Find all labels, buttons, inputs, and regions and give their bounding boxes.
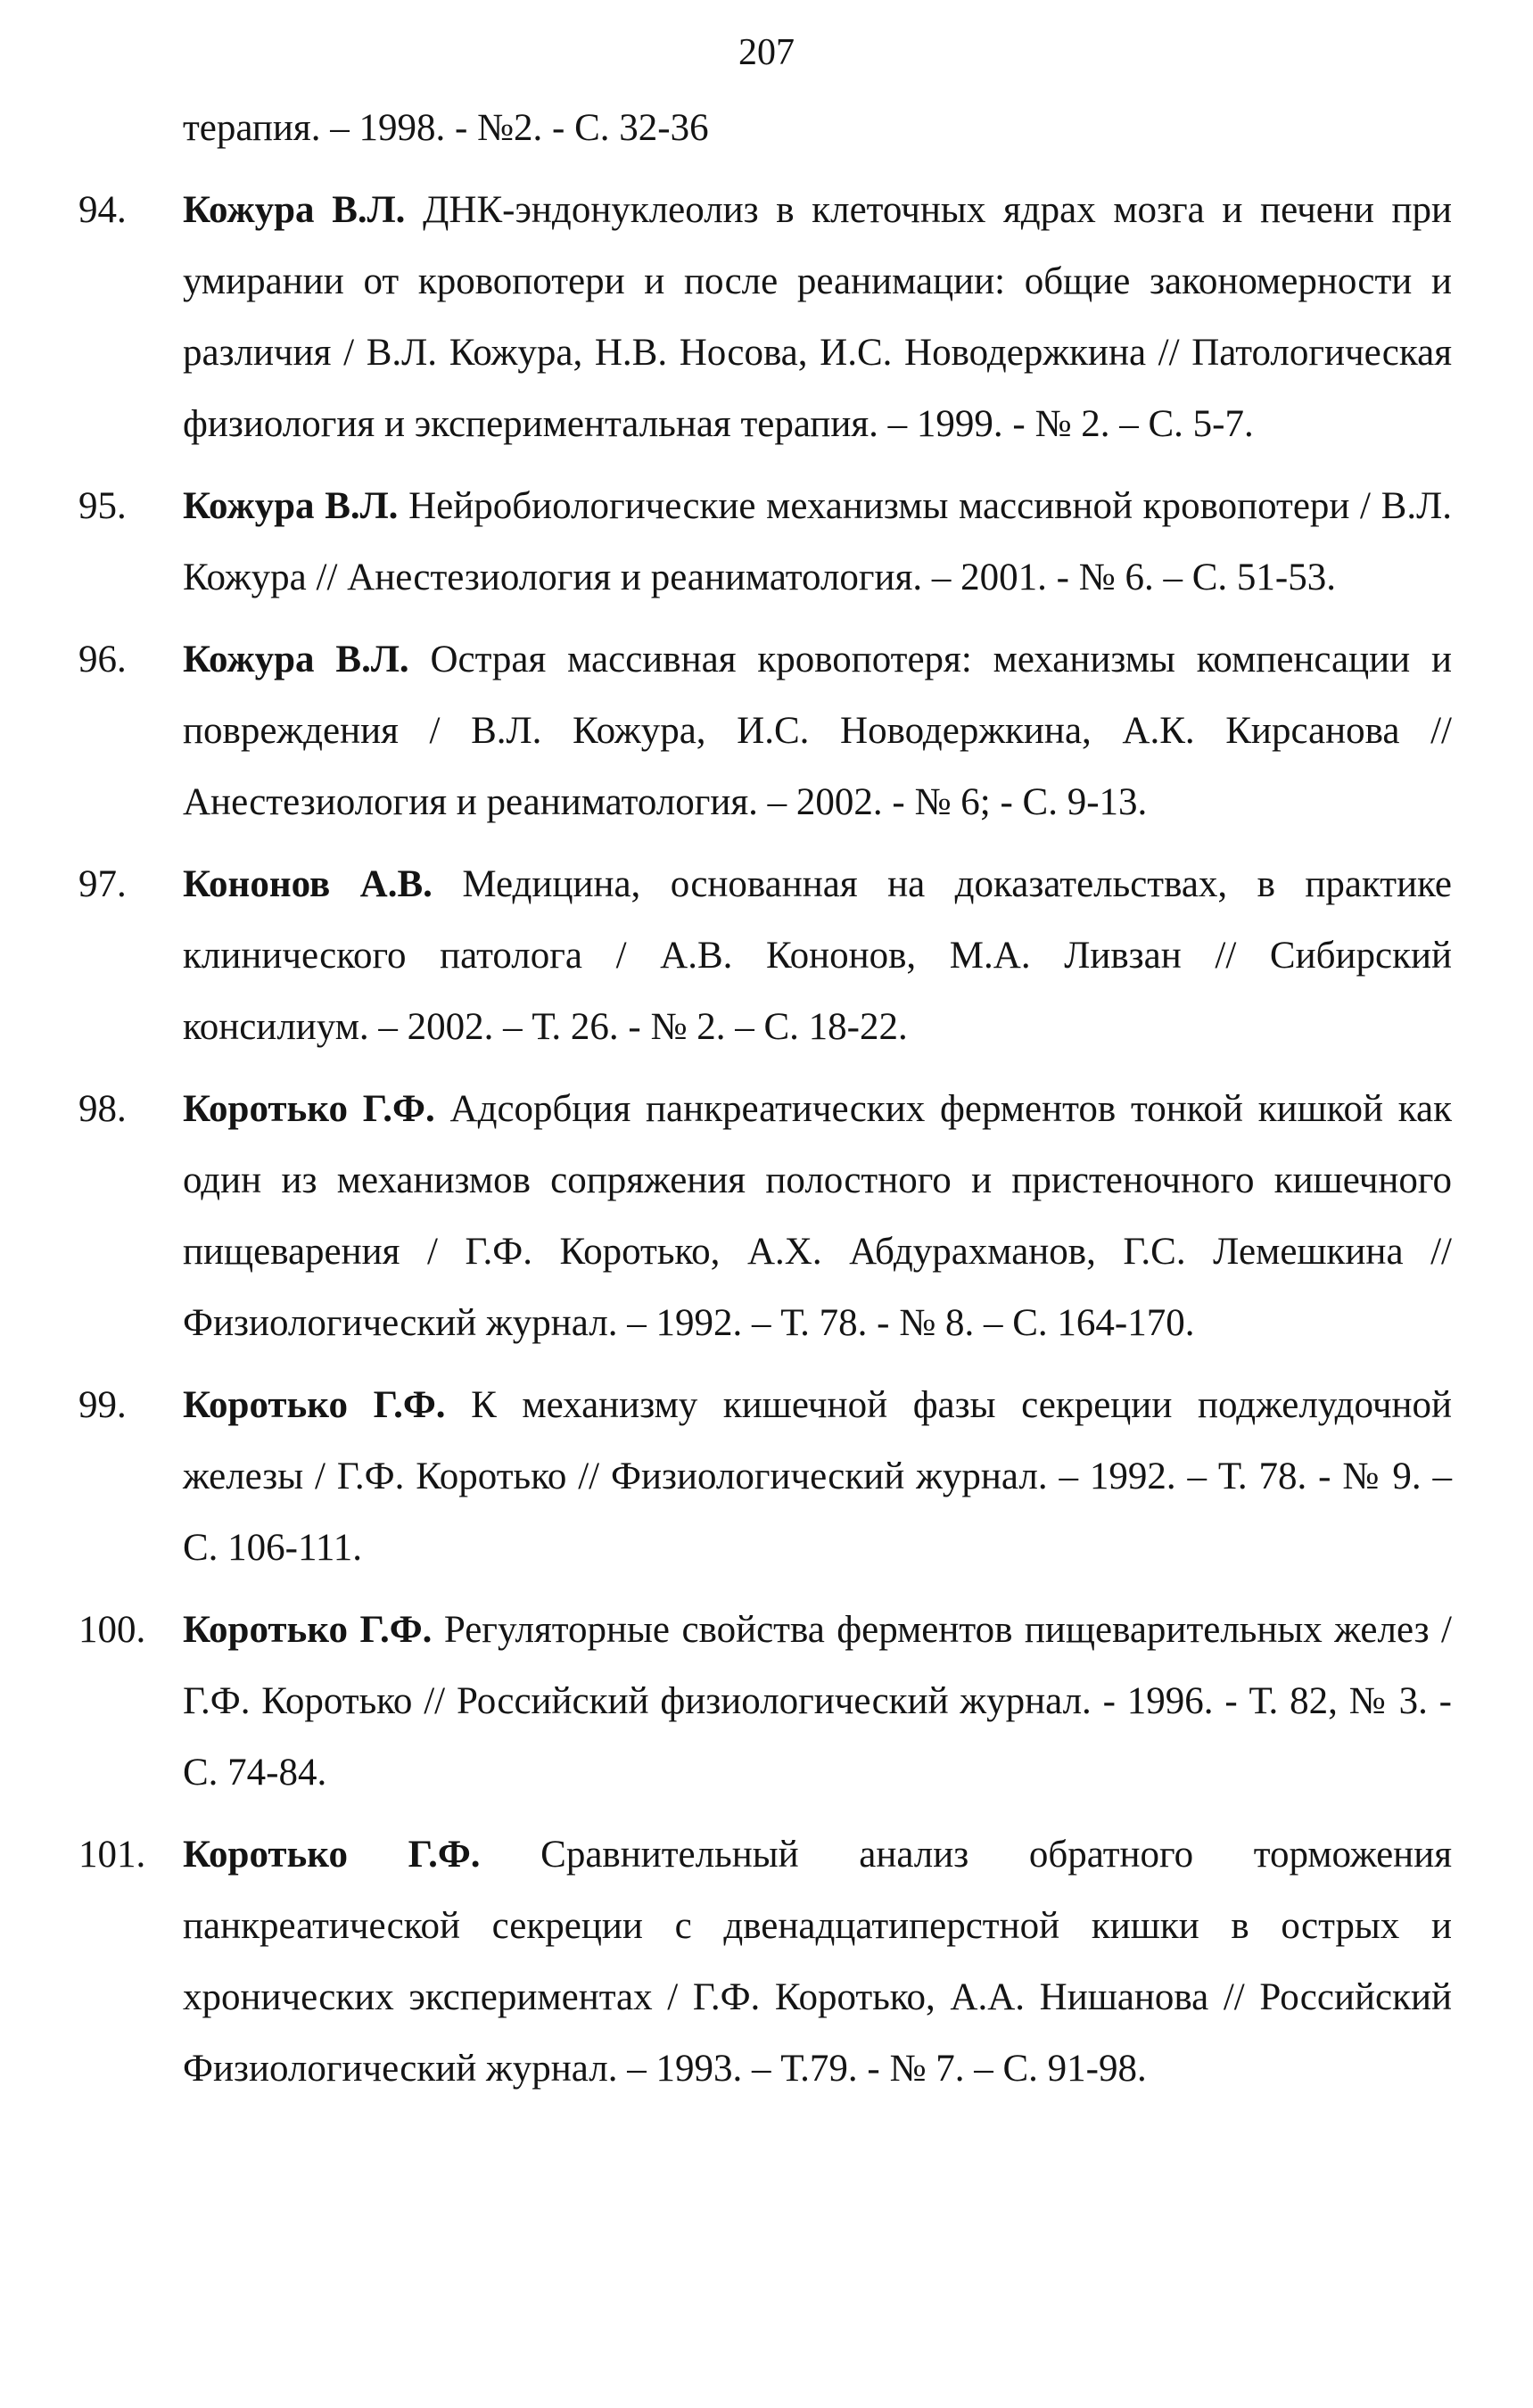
reference-continuation: терапия. – 1998. - №2. - С. 32-36 bbox=[183, 107, 709, 149]
reference-item-96 bbox=[78, 624, 1452, 838]
reference-number: 100. bbox=[78, 1609, 146, 1651]
reference-text: Адсорбция панкреатических ферментов тонкой кишкой как один из механизмов сопряжения полостного и пристеночного кишечного пищеварения / Г.Ф. Коротько, А.Х. Абдурахманов, Г.С. Лемешкина // Физиологический журнал. – 1992. – Т. 78. - № 8. – С. 164-170. bbox=[183, 1088, 1452, 1344]
reference-body bbox=[183, 1074, 1452, 1359]
reference-author: Коротько Г.Ф. bbox=[183, 1384, 446, 1426]
reference-body bbox=[183, 849, 1452, 1063]
reference-text: Острая массивная кровопотеря: механизмы компенсации и повреждения / В.Л. Кожура, И.С. Новодержкина, А.К. Кирсанова // Анестезиология и реаниматология. – 2002. - № 6; - С. 9-13. bbox=[183, 639, 1452, 823]
reference-number: 95. bbox=[78, 485, 127, 527]
reference-body bbox=[183, 471, 1452, 614]
reference-number: 101. bbox=[78, 1834, 146, 1876]
reference-item-99 bbox=[78, 1370, 1452, 1584]
reference-item-95 bbox=[78, 471, 1452, 614]
reference-item-101 bbox=[78, 1819, 1452, 2105]
reference-author: Кожура В.Л. bbox=[183, 485, 399, 527]
reference-list bbox=[78, 93, 1452, 2105]
reference-item-97 bbox=[78, 849, 1452, 1063]
reference-text: Регуляторные свойства ферментов пищеварительных желез / Г.Ф. Коротько // Российский физиологический журнал. - 1996. - Т. 82, № 3. - С. 74-84. bbox=[183, 1609, 1452, 1794]
reference-number: 96. bbox=[78, 639, 127, 680]
reference-text: Медицина, основанная на доказательствах, в практике клинического патолога / А.В. Кононов, М.А. Ливзан // Сибирский консилиум. – 2002. – Т. 26. - № 2. – С. 18-22. bbox=[183, 863, 1452, 1048]
reference-author: Коротько Г.Ф. bbox=[183, 1609, 433, 1651]
reference-body bbox=[183, 624, 1452, 838]
reference-item-100 bbox=[78, 1595, 1452, 1809]
reference-number: 99. bbox=[78, 1384, 127, 1426]
reference-author: Коротько Г.Ф. bbox=[183, 1088, 435, 1130]
reference-body bbox=[183, 175, 1452, 460]
reference-text: К механизму кишечной фазы секреции поджелудочной железы / Г.Ф. Коротько // Физиологический журнал. – 1992. – Т. 78. - № 9. – С. 106-111. bbox=[183, 1384, 1452, 1569]
reference-author: Кожура В.Л. bbox=[183, 189, 406, 231]
reference-number: 94. bbox=[78, 189, 127, 231]
reference-text: ДНК-эндонуклеолиз в клеточных ядрах мозга и печени при умирании от кровопотери и после реанимации: общие закономерности и различия / В.Л. Кожура, Н.В. Носова, И.С. Новодержкина // Патологическая физиология и экспериментальная терапия. – 1999. - № 2. – С. 5-7. bbox=[183, 189, 1453, 445]
reference-author: Кожура В.Л. bbox=[183, 639, 409, 680]
page-number: 207 bbox=[738, 32, 795, 73]
reference-author: Кононов А.В. bbox=[183, 863, 433, 905]
reference-text: Нейробиологические механизмы массивной кровопотери / В.Л. Кожура // Анестезиология и реаниматология. – 2001. - № 6. – С. 51-53. bbox=[183, 485, 1452, 598]
reference-item-98 bbox=[78, 1074, 1452, 1359]
reference-body bbox=[183, 1595, 1452, 1809]
reference-body bbox=[183, 1819, 1452, 2105]
reference-text: Сравнительный анализ обратного торможения панкреатической секреции с двенадцатиперстной кишки в острых и хронических экспериментах / Г.Ф. Коротько, А.А. Нишанова // Российский Физиологический журнал. – 1993. – Т.79. - № 7. – С. 91-98. bbox=[183, 1834, 1452, 2090]
reference-body bbox=[183, 1370, 1452, 1584]
reference-number: 97. bbox=[78, 863, 127, 905]
reference-number: 98. bbox=[78, 1088, 127, 1130]
reference-item-94 bbox=[78, 175, 1452, 460]
reference-author: Коротько Г.Ф. bbox=[183, 1834, 481, 1876]
